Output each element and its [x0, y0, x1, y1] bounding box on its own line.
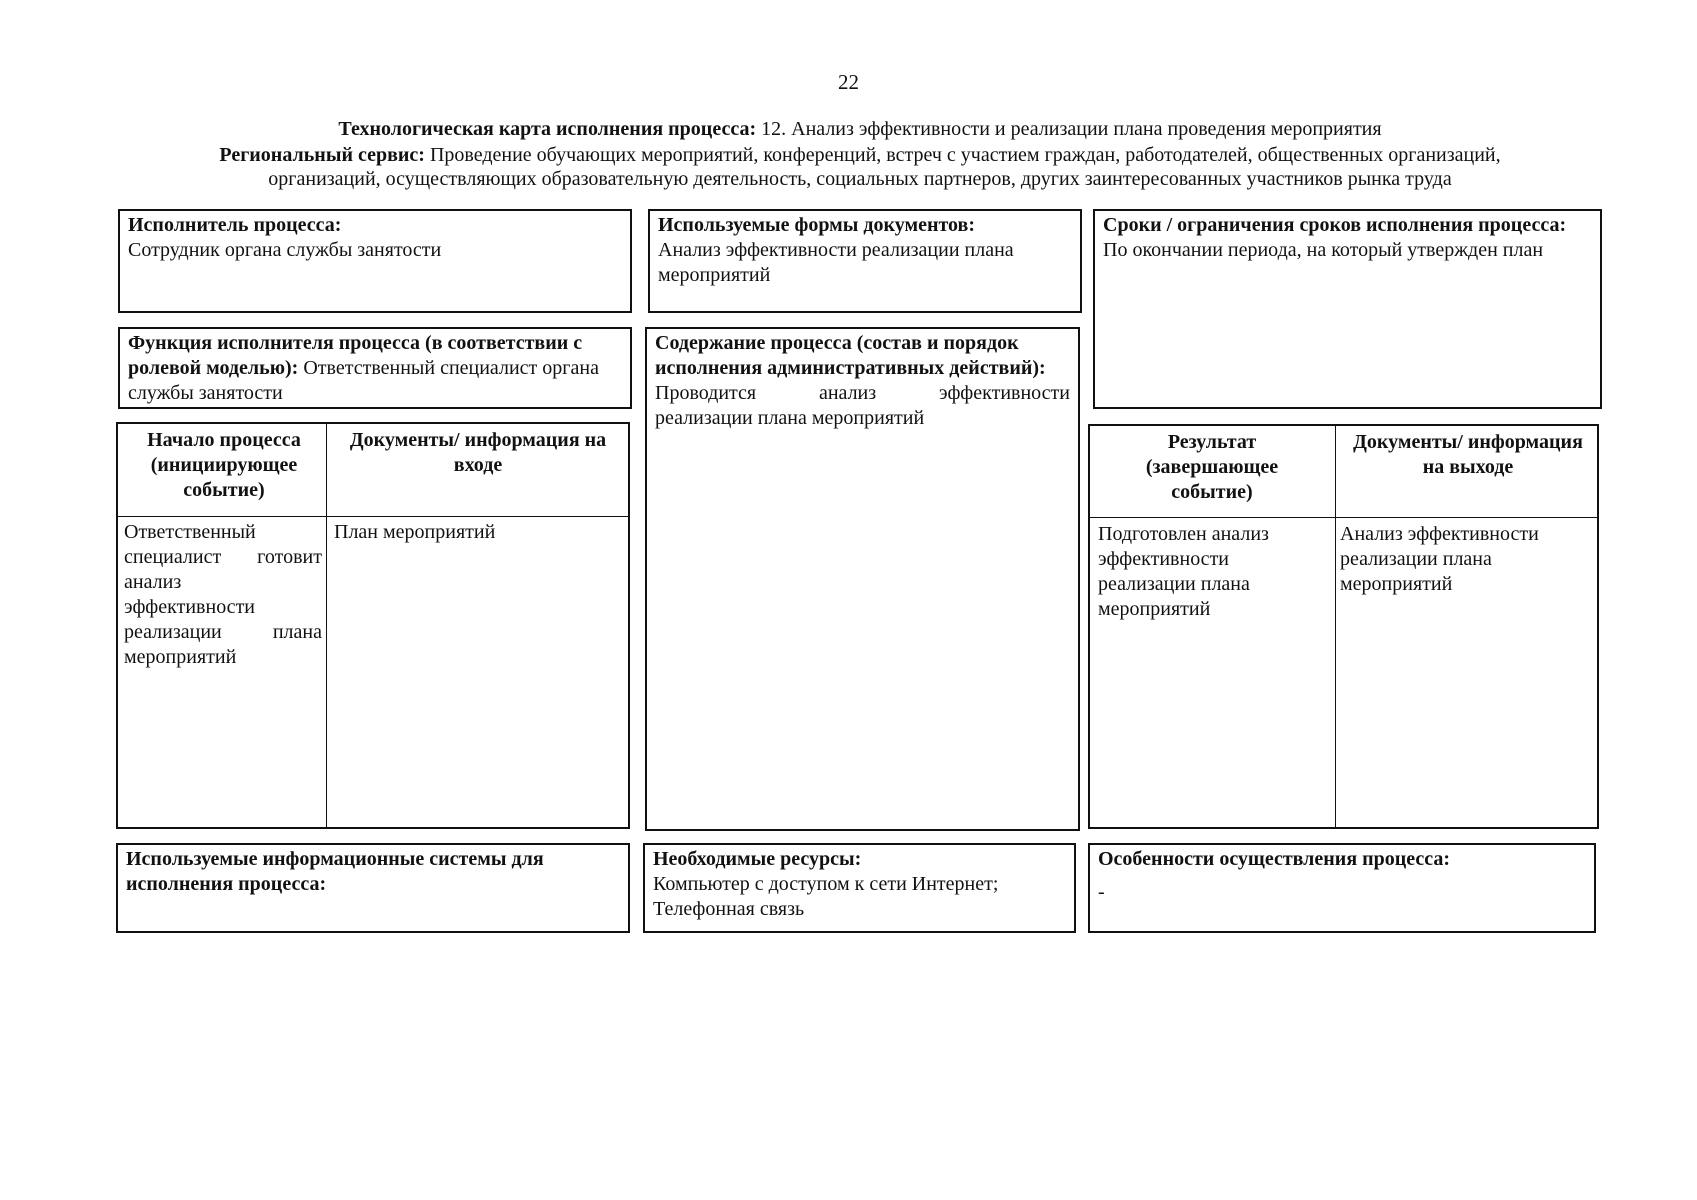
resources-value-line2: Телефонная связь	[653, 898, 805, 920]
regional-service-label: Региональный сервис:	[219, 144, 425, 166]
tech-card-label: Технологическая карта исполнения процесса:	[338, 118, 757, 140]
result-event-header: Результат (завершающее событие)	[1145, 431, 1279, 503]
regional-service-value-line1: Проведение обучающих мероприятий, конференций, встреч с участием граждан, работодателей, общественных организаций,	[429, 144, 1501, 166]
deadlines-box	[1093, 209, 1602, 409]
input-docs-header: Документы/ информация на входе	[349, 429, 607, 476]
start-event-line: эффективности	[124, 596, 256, 618]
performer-value: Сотрудник органа службы занятости	[128, 239, 442, 261]
document-forms-box	[648, 209, 1082, 313]
start-process-table	[116, 422, 630, 829]
start-event-header: Начало процесса (инициирующее событие)	[147, 429, 301, 501]
info-systems-title: Используемые информационные системы для исполнения процесса:	[126, 848, 544, 895]
function-title: Функция исполнителя процесса (в соответствии с ролевой моделью):	[128, 332, 583, 379]
process-content-value-line2: реализации плана мероприятий	[655, 407, 925, 429]
start-event-line: анализ	[124, 571, 182, 593]
header-divider	[118, 516, 628, 517]
resources-box	[643, 843, 1076, 933]
result-table	[1088, 424, 1599, 829]
start-event-value	[124, 520, 322, 670]
output-docs-value: Анализ эффективности реализации плана мероприятий	[1340, 523, 1539, 595]
header-divider	[1090, 517, 1597, 518]
regional-service-heading	[120, 142, 1600, 168]
deadlines-value: По окончании периода, на который утвержден план	[1103, 239, 1544, 261]
deadlines-title: Сроки / ограничения сроков исполнения процесса:	[1103, 214, 1567, 236]
process-content-box	[645, 327, 1080, 831]
column-divider	[326, 424, 327, 827]
document-forms-value: Анализ эффективности реализации плана мероприятий	[658, 239, 1014, 286]
input-docs-value: План мероприятий	[334, 521, 496, 543]
performer-box	[118, 209, 632, 313]
tech-card-heading	[120, 116, 1600, 142]
output-docs-header: Документы/ информация на выходе	[1353, 431, 1583, 478]
regional-service-line2: организаций, осуществляющих образовательную деятельность, социальных партнеров, других заинтересованных участников рынка труда	[268, 168, 1452, 190]
start-event-line: реализации плана	[124, 621, 322, 643]
process-content-title: Содержание процесса (состав и порядок исполнения административных действий):	[655, 332, 1046, 379]
function-box	[118, 327, 632, 409]
result-event-value: Подготовлен анализ эффективности реализации плана мероприятий	[1098, 523, 1269, 620]
info-systems-box	[116, 843, 630, 933]
resources-value-line1: Компьютер с доступом к сети Интернет;	[653, 873, 999, 895]
page-number: 22	[838, 70, 859, 94]
start-event-line: мероприятий	[124, 646, 237, 668]
performer-title: Исполнитель процесса:	[128, 214, 342, 236]
document-forms-title: Используемые формы документов:	[658, 214, 976, 236]
process-content-value-line1: Проводится анализ эффективности	[655, 382, 1070, 404]
features-value: -	[1098, 881, 1105, 903]
features-box	[1088, 843, 1596, 933]
tech-card-value: 12. Анализ эффективности и реализации плана проведения мероприятия	[761, 118, 1382, 140]
column-divider	[1335, 426, 1336, 827]
resources-title: Необходимые ресурсы:	[653, 848, 862, 870]
features-title: Особенности осуществления процесса:	[1098, 848, 1451, 870]
function-value: Ответственный специалист органа службы занятости	[128, 357, 599, 404]
start-event-line: Ответственный	[124, 521, 256, 543]
start-event-line: специалист готовит	[124, 546, 322, 568]
